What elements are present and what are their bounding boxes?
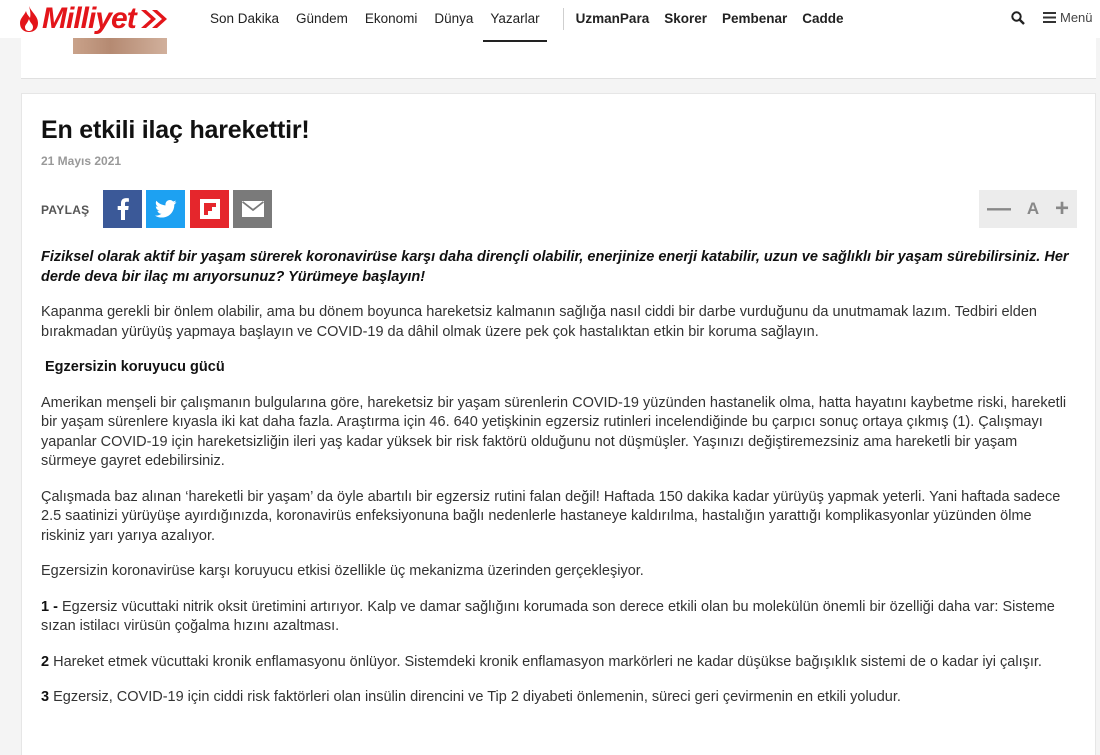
nav-item-gundem[interactable]: Gündem [296, 11, 348, 26]
facebook-icon [117, 198, 129, 220]
milliyet-logo[interactable] [18, 3, 169, 35]
font-size-label: A [1026, 199, 1040, 218]
font-increase-button[interactable]: + [1054, 195, 1069, 222]
share-flipboard-button[interactable] [190, 190, 229, 228]
menu-button[interactable] [1043, 10, 1093, 25]
flame-icon [18, 5, 40, 33]
logo-wordmark: Milliyet [42, 2, 136, 35]
list-item [41, 598, 1073, 637]
previous-article-thumbnail[interactable] [73, 38, 167, 54]
hamburger-icon [1043, 12, 1056, 23]
share-facebook-button[interactable] [103, 190, 142, 228]
article-card [21, 93, 1096, 755]
nav-item-uzmanpara[interactable]: UzmanPara [575, 11, 650, 26]
list-item-number: 2 [41, 653, 50, 670]
list-item-text: Egzersiz, COVID-19 için ciddi risk faktörleri olan insülin direncini ve Tip 2 diyabeti önlemenin, süreci geri çevirmenin en etkili yoludur. [53, 689, 901, 705]
article-paragraph: Egzersizin koronavirüse karşı koruyucu etkisi özellikle üç mekanizma üzerinden gerçekleşiyor. [41, 563, 644, 579]
article-body [41, 248, 1073, 724]
article-paragraph: Kapanma gerekli bir önlem olabilir, ama bu dönem boyunca hareketsiz kalmanın sağlığa nasıl ciddi bir darbe vurduğunu da unutmamak lazım. Tedbiri elden bırakmadan yürüyüş yapmaya başlayın ve COVID-19 da dâhil olmak üzere pek çok hastalıktan etkin bir koruma sağlayın. [41, 304, 1037, 340]
article-date: 21 Mayıs 2021 [41, 154, 122, 168]
article-title: En etkili ilaç harekettir! [41, 116, 310, 144]
article-lead: Fiziksel olarak aktif bir yaşam sürerek koronavirüse karşı daha dirençli olabilir, enerjinize enerji katabilir, uzun ve sağlıklı bir yaşam sürebilirsiniz. Her derde deva bir ilaç mı arıyorsunuz? Yürümeye başlayın! [41, 249, 1069, 285]
top-navigation-bar [0, 0, 1100, 38]
list-item [41, 688, 1073, 708]
menu-label: Menü [1060, 10, 1093, 25]
list-item [41, 653, 1073, 673]
share-twitter-button[interactable] [146, 190, 185, 228]
nav-item-dunya[interactable]: Dünya [434, 11, 474, 26]
list-item-text: Egzersiz vücuttaki nitrik oksit üretimini artırıyor. Kalp ve damar sağlığını korumada son derece etkili olan bu molekülün önemli bir özelliği daha var: Sisteme sızan istilacı virüsün çoğalma hızını azaltması. [41, 598, 1055, 634]
nav-item-skorer[interactable]: Skorer [664, 11, 707, 26]
nav-item-son-dakika[interactable]: Son Dakika [210, 11, 280, 26]
nav-divider [563, 8, 564, 30]
nav-item-yazarlar[interactable]: Yazarlar [490, 0, 539, 38]
flipboard-icon [200, 199, 220, 219]
nav-item-ekonomi[interactable]: Ekonomi [364, 11, 418, 26]
nav-item-cadde[interactable]: Cadde [802, 11, 844, 26]
list-item-number: 1 - [41, 598, 58, 615]
article-subheading: Egzersizin koruyucu gücü [45, 359, 225, 375]
list-item-number: 3 [41, 689, 50, 705]
share-label: PAYLAŞ [41, 203, 90, 217]
previous-article-card [21, 38, 1096, 79]
chevrons-right-icon [139, 8, 169, 30]
article-paragraph: Amerikan menşeli bir çalışmanın bulgularına göre, hareketsiz bir yaşam sürenlerin COVID-19 yüzünden hastanelik olma, hatta hayatını kaybetme riski, hareketli bir yaşam sürenlere kıyasla iki kat daha fazla. Araştırma için 46. 640 yetişkinin egzersiz rutinleri incelendiğinde bu çarpıcı sonuç ortaya çıkmış (1). Çalışmayı yapanlar COVID-19 için hareketsizliğin ileri yaş kadar yüksek bir risk faktörü olduğunu not düşmüşler. Yaşınızı değiştiremezsiniz ama hareketli bir yaşam sürmeye gayret edebilirsiniz. [41, 394, 1067, 469]
twitter-icon [155, 200, 177, 218]
share-mail-button[interactable] [233, 190, 272, 228]
font-size-controls [979, 190, 1077, 228]
article-paragraph: Çalışmada baz alınan ‘hareketli bir yaşam’ da öyle abartılı bir egzersiz rutini falan değil! Haftada 150 dakika kadar yürüyüş yapmak yeterli. Yani haftada sadece 2.5 saatinizi yürüyüşe ayırdığınızda, koronavirüs enfeksiyonuna bağlı nedenlerle hastaneye kaldırılma, hastalığın yarattığı komplikasyonlar yüzünden ölme riskiniz yarı yarıya azalıyor. [41, 488, 1061, 544]
nav-item-pembenar[interactable]: Pembenar [722, 11, 788, 26]
mail-icon [242, 201, 264, 217]
list-item-text: Hareket etmek vücuttaki kronik enflamasyonu önlüyor. Sistemdeki kronik enflamasyon markörleri ne kadar düşükse bağışıklık sistemi de o kadar iyi çalışır. [53, 653, 1042, 670]
font-decrease-button[interactable]: — [987, 195, 1011, 222]
main-nav [210, 0, 859, 38]
search-icon[interactable] [1011, 11, 1025, 25]
